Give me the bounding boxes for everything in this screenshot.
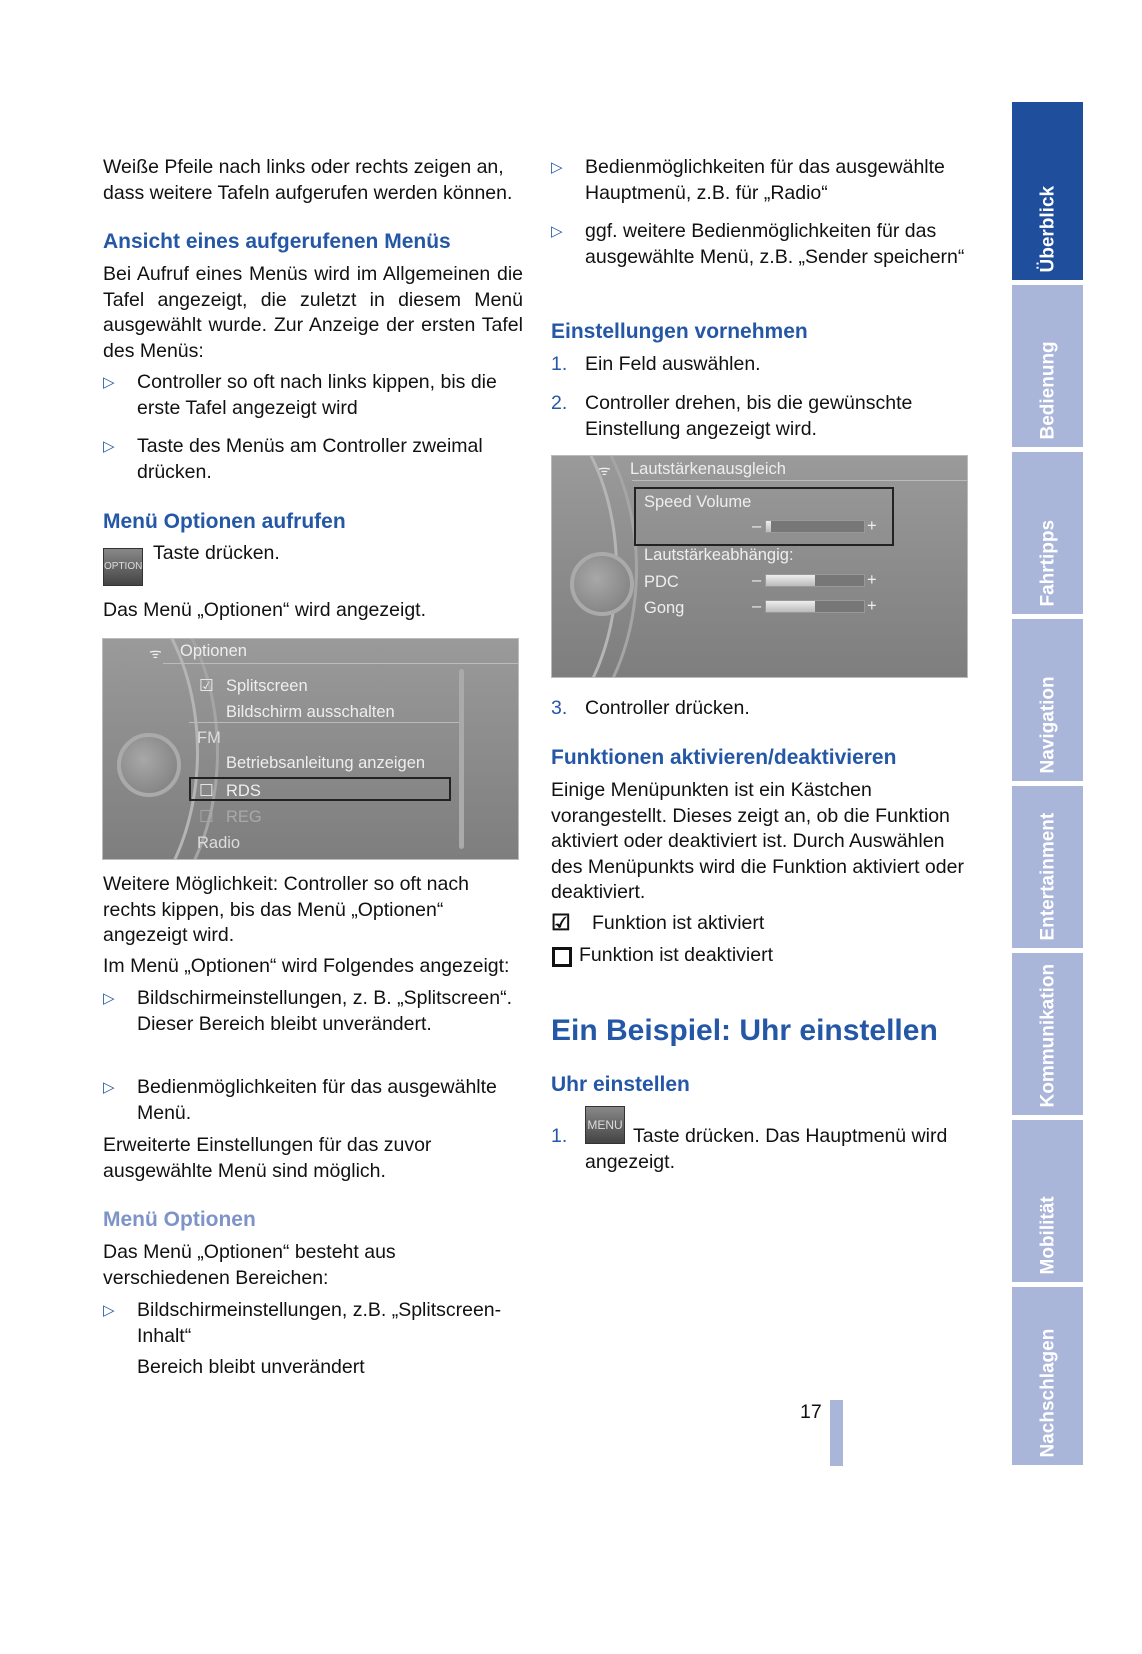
triangle-bullet-icon: ▷ — [103, 990, 115, 1007]
scrollbar — [459, 669, 464, 849]
bullet-item — [103, 986, 523, 1037]
tab-label: Mobilität — [1036, 1195, 1058, 1274]
step-item — [551, 352, 971, 378]
tab-entertainment[interactable] — [1012, 786, 1083, 948]
option-button-icon: OPTION — [103, 548, 143, 586]
step-text: Taste drücken. Das Hauptmenü wird angezeigt. — [585, 1125, 948, 1173]
plus-icon[interactable]: + — [867, 517, 877, 535]
bullet-item — [551, 219, 971, 270]
triangle-bullet-icon: ▷ — [551, 223, 563, 240]
antenna-icon: ᯤ — [598, 462, 611, 478]
triangle-bullet-icon: ▷ — [103, 1079, 115, 1096]
tab-label: Entertainment — [1036, 812, 1058, 940]
paragraph: Einige Menüpunkten ist ein Kästchen vorangestellt. Dieses zeigt an, ob die Funktion aktiviert oder deaktiviert ist. Durch Auswählen des Menüpunkts wird die Funktion aktiviert oder deaktiviert. — [551, 779, 964, 903]
controller-knob-icon — [570, 552, 634, 616]
menu-item: Splitscreen — [226, 677, 308, 695]
minus-icon[interactable]: – — [752, 571, 762, 589]
bullet-item — [103, 434, 523, 485]
tab-mobilitaet[interactable] — [1012, 1120, 1083, 1282]
bullet-text: Bedienmöglichkeiten für das ausgewählte Menü. — [137, 1076, 497, 1124]
tab-fahrtipps[interactable] — [1012, 452, 1083, 614]
bullet-item — [103, 370, 523, 421]
setting-label: PDC — [644, 573, 679, 591]
tab-label: Navigation — [1036, 675, 1058, 773]
paragraph: Weiße Pfeile nach links oder rechts zeigen an, dass weitere Tafeln aufgerufen werden können. — [103, 156, 513, 204]
legend-text: Funktion ist deaktiviert — [579, 944, 774, 966]
bullet-item — [103, 1075, 523, 1126]
paragraph: Das Menü „Optionen“ wird angezeigt. — [103, 599, 426, 621]
paragraph: Erweiterte Einstellungen für das zuvor ausgewählte Menü sind möglich. — [103, 1134, 432, 1182]
step-item — [551, 391, 971, 442]
heading-funktionen: Funktionen aktivieren/deaktivieren — [551, 746, 897, 769]
pdc-slider[interactable] — [765, 574, 865, 587]
minus-icon[interactable]: – — [752, 517, 762, 535]
menu-button-icon: MENU — [585, 1106, 625, 1144]
bullet-item — [551, 155, 971, 206]
tab-label: Nachschlagen — [1036, 1328, 1058, 1457]
screen-title: Lautstärkenausgleich — [630, 460, 786, 478]
antenna-icon: ᯤ — [149, 645, 162, 661]
volume-settings-screenshot — [551, 455, 968, 678]
gong-slider[interactable] — [765, 600, 865, 613]
bullet-text: Bildschirmeinstellungen, z.B. „Splitscreen-Inhalt“ — [137, 1299, 502, 1347]
step-number: 3. — [551, 697, 568, 719]
tab-label: Überblick — [1036, 185, 1058, 272]
checkbox-checked-icon: ☑ — [551, 910, 571, 935]
legend-text: Funktion ist aktiviert — [592, 912, 765, 934]
tab-nachschlagen[interactable] — [1012, 1287, 1083, 1465]
step-text: Controller drehen, bis die gewünschte Einstellung angezeigt wird. — [585, 392, 913, 440]
menu-item: Betriebsanleitung anzeigen — [226, 754, 426, 772]
heading-einstellungen: Einstellungen vornehmen — [551, 320, 808, 343]
checkbox-empty-icon: ☐ — [199, 808, 214, 826]
bullet-subtext: Bereich bleibt unverändert — [137, 1356, 365, 1378]
step-number: 2. — [551, 392, 568, 414]
bullet-text: Bildschirmeinstellungen, z. B. „Splitscreen“. Dieser Bereich bleibt unverändert. — [137, 987, 512, 1035]
page-marker — [830, 1400, 843, 1466]
paragraph: Bei Aufruf eines Menüs wird im Allgemeinen die Tafel angezeigt, die zuletzt in diesem Menü ausgewählt wurde. Zur Anzeige der ersten Tafel des Menüs: — [103, 263, 523, 362]
checkbox-checked-icon: ☑ — [199, 677, 214, 695]
bullet-item — [103, 1298, 523, 1349]
tab-label: Fahrtipps — [1036, 519, 1058, 606]
section-heading: Ein Beispiel: Uhr einstellen — [551, 1014, 938, 1047]
menu-item: Bildschirm ausschalten — [226, 703, 395, 721]
triangle-bullet-icon: ▷ — [551, 159, 563, 176]
tab-label: Bedienung — [1036, 340, 1058, 439]
step-number: 1. — [551, 353, 568, 375]
heading-uhr: Uhr einstellen — [551, 1073, 690, 1096]
instruction: Taste drücken. — [153, 542, 280, 564]
paragraph: Das Menü „Optionen“ besteht aus verschiedenen Bereichen: — [103, 1241, 396, 1289]
menu-item: REG — [226, 808, 262, 826]
heading-optionen-aufrufen: Menü Optionen aufrufen — [103, 510, 346, 533]
options-menu-screenshot — [102, 638, 519, 860]
menu-item: RDS — [226, 782, 261, 800]
tab-label: Kommunikation — [1036, 963, 1058, 1107]
page-number: 17 — [800, 1401, 822, 1423]
bullet-text: Controller so oft nach links kippen, bis die erste Tafel angezeigt wird — [137, 371, 497, 419]
bullet-text: Taste des Menüs am Controller zweimal drücken. — [137, 435, 483, 483]
triangle-bullet-icon: ▷ — [103, 374, 115, 391]
checkbox-empty-icon — [552, 947, 572, 967]
tab-navigation[interactable] — [1012, 619, 1083, 781]
bullet-text: Bedienmöglichkeiten für das ausgewählte Hauptmenü, z.B. für „Radio“ — [585, 156, 945, 204]
section-label: Lautstärkeabhängig: — [644, 546, 794, 564]
speed-volume-slider[interactable] — [765, 520, 865, 533]
setting-label: Speed Volume — [644, 493, 752, 511]
tab-kommunikation[interactable] — [1012, 953, 1083, 1115]
menu-section: Radio — [197, 834, 241, 852]
menu-section: FM — [197, 729, 221, 747]
plus-icon[interactable]: + — [867, 571, 877, 589]
heading-menu-optionen: Menü Optionen — [103, 1208, 256, 1231]
plus-icon[interactable]: + — [867, 597, 877, 615]
bullet-text: ggf. weitere Bedienmöglichkeiten für das ausgewählte Menü, z.B. „Sender speichern“ — [585, 220, 965, 268]
heading-ansicht: Ansicht eines aufgerufenen Menüs — [103, 230, 451, 253]
triangle-bullet-icon: ▷ — [103, 438, 115, 455]
setting-label: Gong — [644, 599, 685, 617]
tab-bedienung[interactable] — [1012, 285, 1083, 447]
minus-icon[interactable]: – — [752, 597, 762, 615]
triangle-bullet-icon: ▷ — [103, 1302, 115, 1319]
screen-title: Optionen — [180, 642, 247, 660]
tab-ueberblick[interactable] — [1012, 102, 1083, 280]
step-text: Controller drücken. — [585, 697, 750, 719]
controller-knob-icon — [117, 733, 181, 797]
paragraph: Im Menü „Optionen“ wird Folgendes angezeigt: — [103, 955, 510, 977]
paragraph: Weitere Möglichkeit: Controller so oft nach rechts kippen, bis das Menü „Optionen“ angezeigt wird. — [103, 873, 469, 946]
step-number: 1. — [551, 1125, 568, 1147]
step-item — [551, 696, 971, 722]
step-text: Ein Feld auswählen. — [585, 353, 761, 375]
checkbox-empty-icon: ☐ — [199, 782, 214, 800]
